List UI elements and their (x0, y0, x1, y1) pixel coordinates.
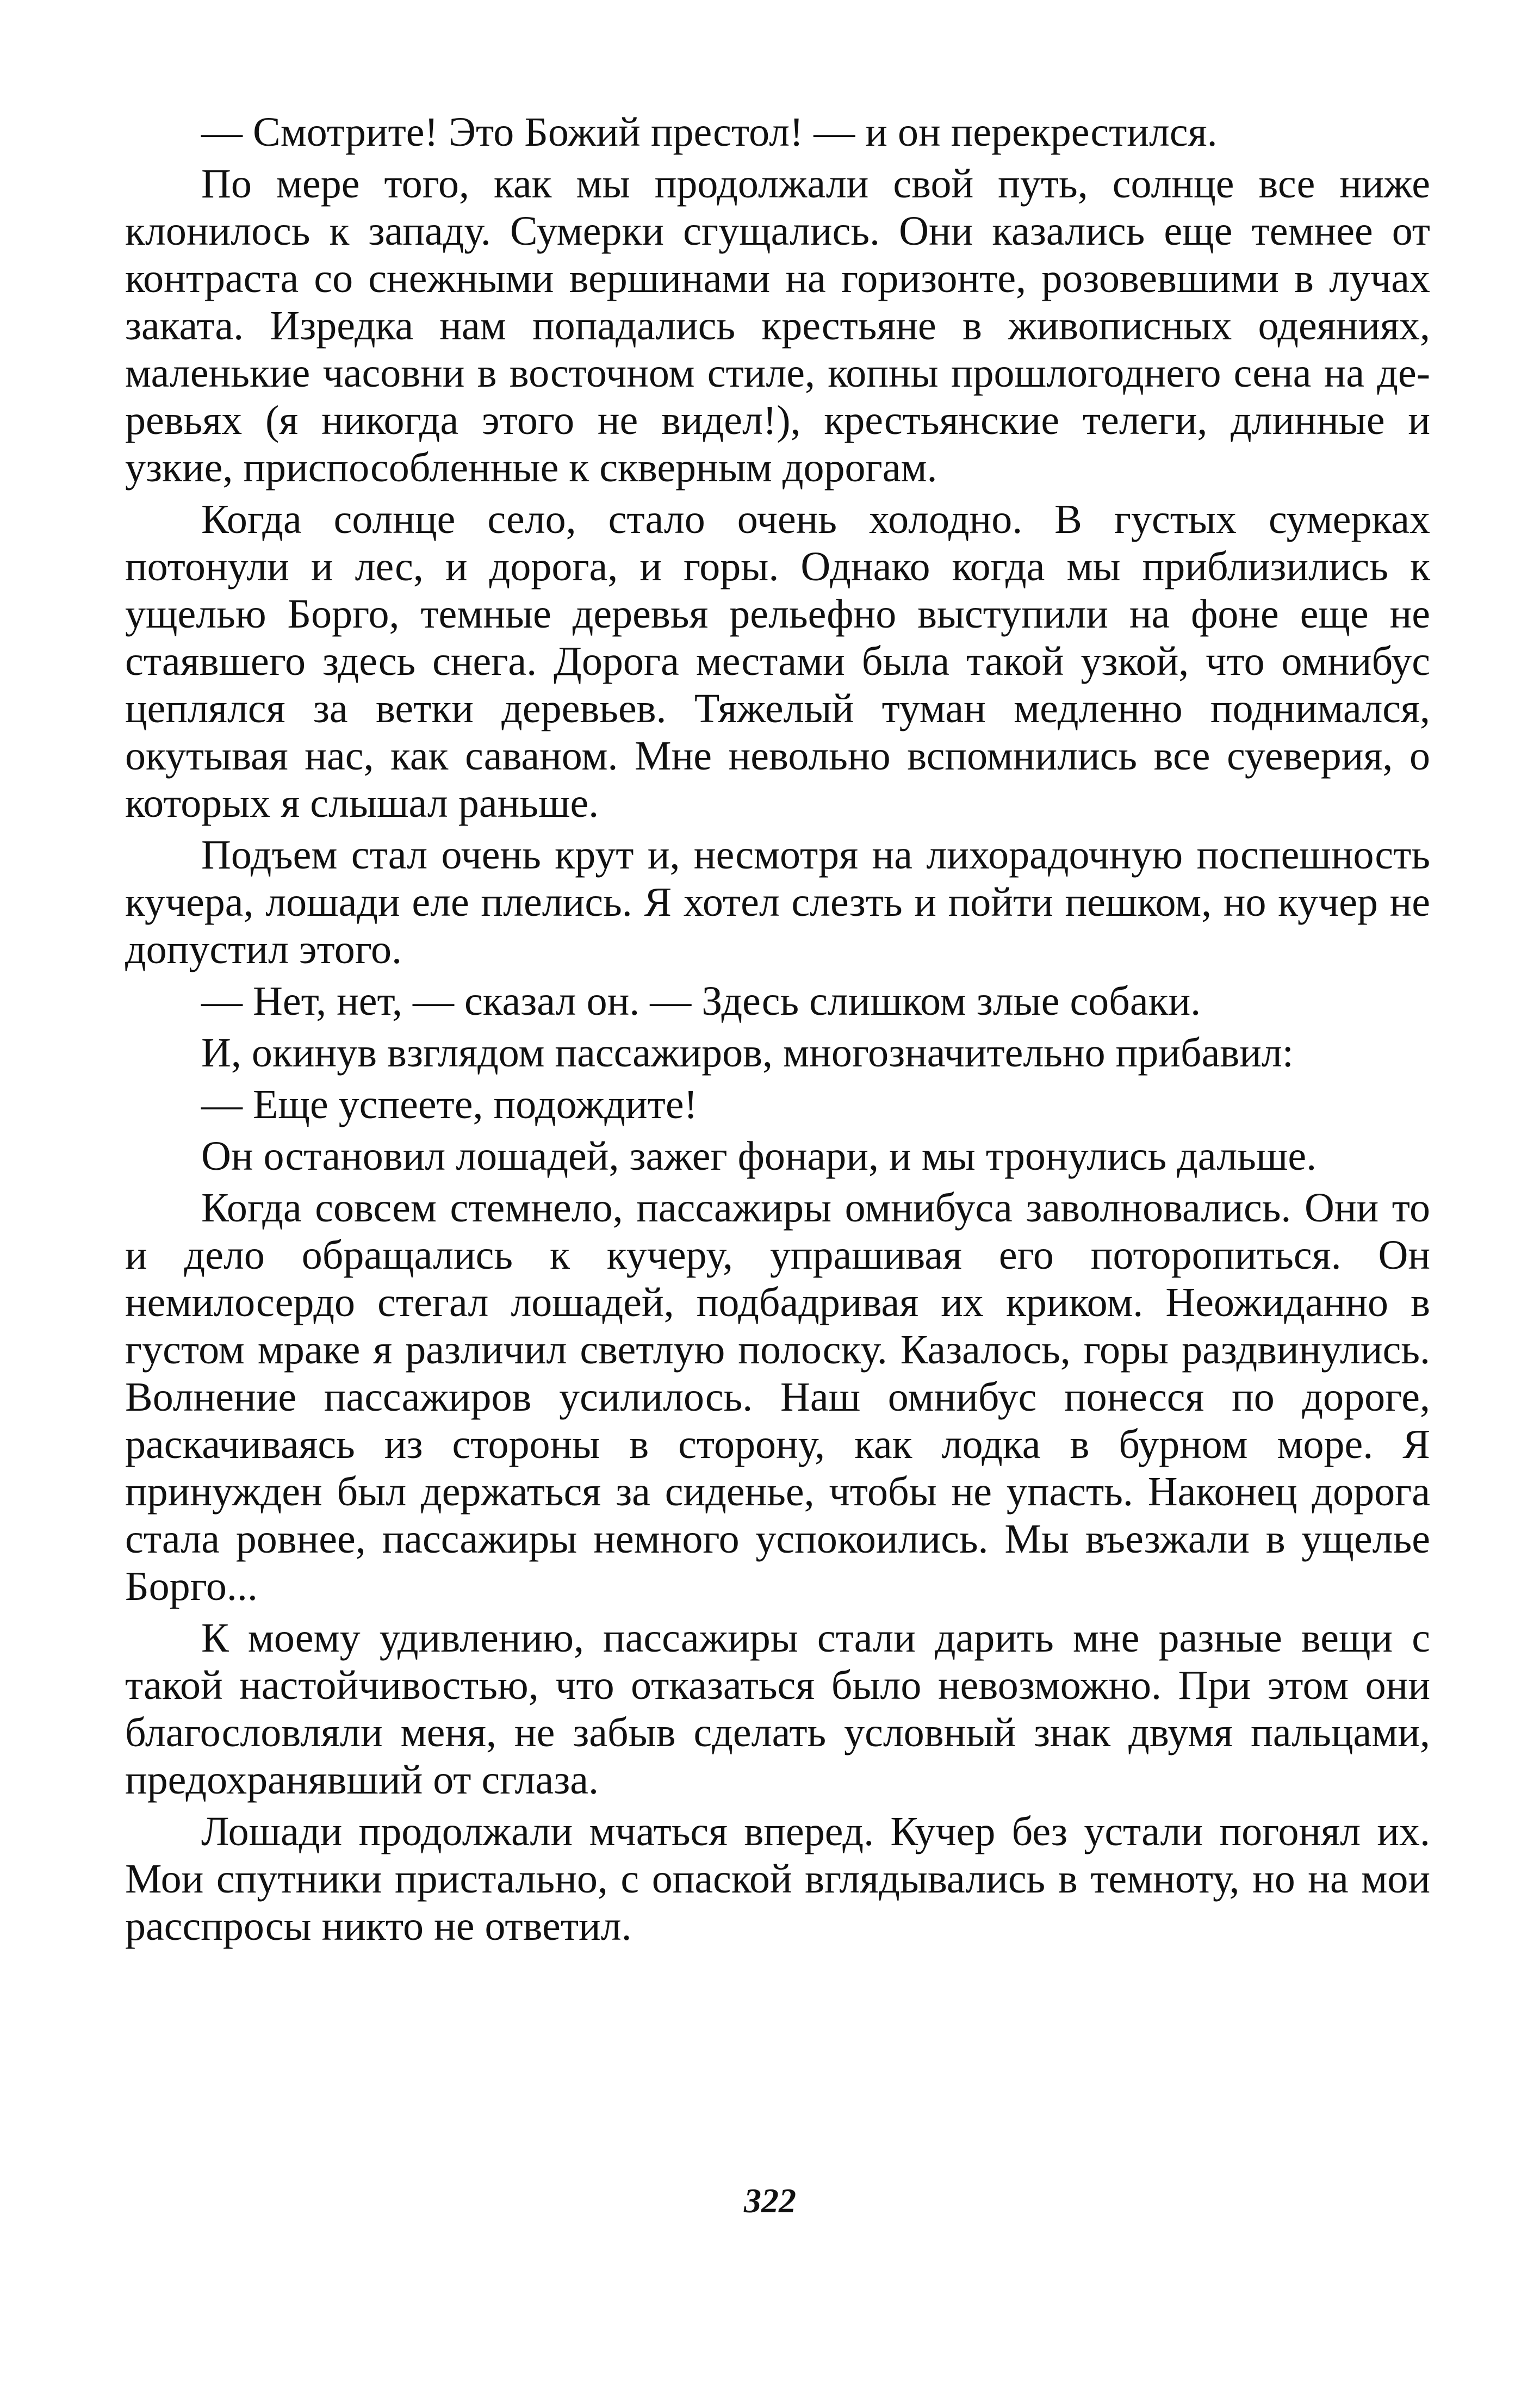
paragraph-11: Лошади продолжали мчаться вперед. Кучер без устали погонял их. Мои спутники пристально, с опаской вглядывались в темноту, но на мои расспросы никто не ответил. (125, 1809, 1430, 1949)
paragraph-4: Подъем стал очень крут и, несмотря на лихорадочную поспешность кучера, лошади еле плелись. Я хотел слезть и пойти пешком, но кучер не допустил этого. (125, 832, 1430, 972)
paragraph-7: — Еще успеете, подождите! (201, 1082, 698, 1127)
paragraph-1: — Смотрите! Это Божий престол! — и он перекрестился. (201, 109, 1218, 155)
paragraph-2: По мере того, как мы продолжали свой путь, солнце все ниже клонилось к западу. Сумерки сгущались. Они казались еще темнее от контраста со снежными вершинами на горизонте, розовевшими в лучах заката. Изредка нам попадались крестьяне в живописных одеяниях, маленькие часовни в восточном стиле, копны прошлогоднего сена на деревьях (я никогда этого не видел!), крестьянские телеги, длинные и узкие, приспособленные к скверным дорогам. (125, 161, 1430, 491)
page-number: 322 (744, 2181, 796, 2220)
paragraph-8: Он остановил лошадей, зажег фонари, и мы тронулись дальше. (201, 1133, 1317, 1179)
paragraph-6: И, окинув взглядом пассажиров, многозначительно прибавил: (201, 1030, 1294, 1076)
book-page-text (125, 109, 1430, 1955)
paragraph-9: Когда совсем стемнело, пассажиры омнибуса заволновались. Они то и дело обращались к кучеру, упрашивая его поторопиться. Он немилосердо стегал лошадей, подбадривая их криком. Неожиданно в густом мраке я различил светлую полоску. Казалось, горы раздвинулись. Волнение пассажиров усилилось. Наш омнибус понесся по дороге, раскачиваясь из стороны в сторону, как лодка в бурном море. Я принужден был держаться за сиденье, чтобы не упасть. Наконец дорога стала ровнее, пассажиры немного успокоились. Мы въезжали в ущелье Борго... (125, 1185, 1430, 1609)
paragraph-3: Когда солнце село, стало очень холодно. В густых сумерках потонули и лес, и дорога, и горы. Однако когда мы приблизились к ущелью Борго, темные деревья рельефно выступили на фоне еще не стаявшего здесь снега. Дорога местами была такой узкой, что омнибус цеплялся за ветки деревьев. Тяжелый туман медленно поднимался, окутывая нас, как саваном. Мне невольно вспомнились все суеверия, о которых я слышал раньше. (125, 497, 1430, 826)
paragraph-5: — Нет, нет, — сказал он. — Здесь слишком злые собаки. (201, 978, 1201, 1024)
paragraph-10: К моему удивлению, пассажиры стали дарить мне разные вещи с такой настойчивостью, что отказаться было невозможно. При этом они благословляли меня, не забыв сделать условный знак двумя пальцами, предохранявший от сглаза. (125, 1615, 1430, 1803)
